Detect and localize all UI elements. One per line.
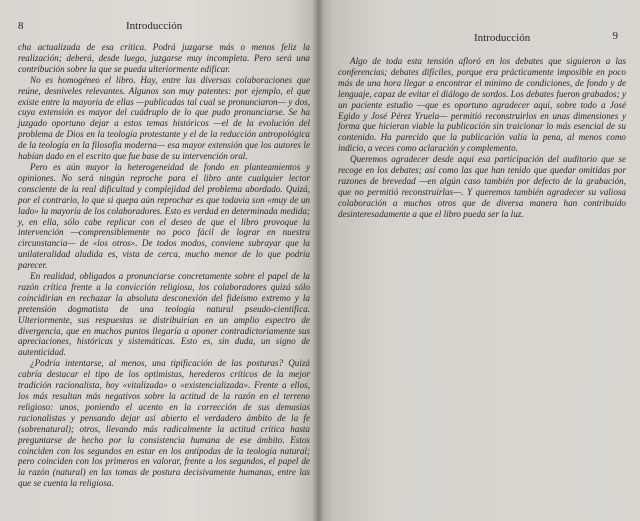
paragraph: En realidad, obligados a pronunciarse concretamente sobre el papel de la razón crítica frente a la convicción religiosa, los colaboradores quizá sólo coincidirían en rechazar la absoluta desconexión del fideísmo extremo y la pretensión dogmatista de una teología natural pseudo-científica. Ulteriormente, sus respuestas se distribuirían en un amplio espectro de divergencia, que en muchos puntos llegaría a oponer contradictoriamente sus apreciaciones, históricas y sistemáticas. Esto es, sin duda, un signo de autenticidad. (18, 271, 310, 358)
running-head: Introducción (126, 20, 183, 32)
paragraph: Algo de toda esta tensión afloró en los debates que siguieron a las conferencias; debates difíciles, porque era prácticamente imposible en poco más de una hora llegar a encontrar el mínimo de condiciones, de fondo y de lenguaje, capaz de evitar el diálogo de sordos. Los debates fueron grabados; y un paciente estudio —que es oportuno agradecer aquí, sobre todo a José Egido y José Pérez Yruela— permitió reconstruirlos en unas dimensiones y forma que hicieran viable la publicación sin traicionar lo más esencial de su contenido. Ha parecido que la publicación valía la pena, al menos como indicio, a veces como aclaración y complemento. (338, 56, 626, 154)
right-page-body (338, 56, 626, 220)
page-number: 8 (18, 20, 24, 32)
running-head: Introducción (474, 32, 531, 44)
left-page-header (18, 20, 310, 36)
left-page (0, 0, 318, 521)
paragraph: Queremos agradecer desde aquí esa participación del auditorio que se recoge en los debates; así como las que han tenido que quedar omitidas por razones de brevedad —en algún caso también por defecto de la grabación, que no permitió reconstruirlas—. Y queremos también agradecer su valiosa colaboración a muchos otros que de diversa manera han contribuido desinteresadamente a que el libro pueda ser la luz. (338, 154, 626, 219)
right-page-header (338, 30, 626, 46)
book-gutter (312, 0, 324, 521)
paragraph: Pero es aún mayor la heterogeneidad de fondo en planteamientos y opiniones. No será ningún reproche para el libro ante cualquier lector consciente de la real dificultad y complejidad del problema abordado. Quizá, por el contrario, lo que si quepa aún reprochar es que todavía son «muy de un lado» la mayoría de los colaboradores. Esto es verdad en determinada medida; y, en ella, sólo cabe replicar con el deseo de que el libro provoque la intervención —comprensiblemente no poco fácil de lograr en nuestra circunstancia— de «los otros». De todos modos, conviene subrayar que la unilateralidad aludida es, vista de cerca, mucho menor de lo que podría parecer. (18, 161, 310, 271)
paragraph: ¿Podría intentarse, al menos, una tipificación de las posturas? Quizá cabría destacar el tipo de los optimistas, herederos críticos de la mejor tradición racionalista, hoy «vitalizada» o «existencializada». Frente a ellos, los más resultan más negativos sobre la actitud de la razón en el terreno religioso: unos, poniendo el acento en la corrección de sus demasías racionalistas y pensando dejar así abierto el verdadero ámbito de la fe (sobrenatural); otros, llevando más radicalmente la actitud crítica hasta preguntarse de hecho por la consistencia humana de ese ámbito. Estos coinciden con los segundos en estar en los antípodas de la teología natural; pero coinciden con los primeros en valorar, frente a los segundos, el papel de la razón (natural) en las tomas de postura decisivamente humanas, entre las que se cuenta la religiosa. (18, 358, 310, 489)
right-page (318, 0, 640, 521)
paragraph: cha actualizada de esa crítica. Podrá juzgarse más o menos feliz la realización; deberá, desde luego, juzgarse muy incompleta. Pero será una contribución sobre la que se pueda ulteriormente edificar. (18, 42, 310, 74)
page-number: 9 (612, 30, 618, 42)
left-page-body (18, 42, 310, 489)
paragraph: No es homogéneo el libro. Hay, entre las diversas colaboraciones que reúne, desniveles relevantes. Algunos son muy patentes: por ejemplo, el que existe entre la mayoría de ellas —publicadas tal cual se pronunciaron— y dos, cuya extensión es mayor del cuádruplo de lo que pudo pronunciarse. Se ha juzgado oportuno dejar a estos temas históricos —el de la evolución del problema de Dios en la teología protestante y el de la reducción antropológica de la teología en la filosofía moderna— esa mayor extensión que los autores le habían dado en el escrito que fue base de su intervención oral. (18, 74, 310, 162)
